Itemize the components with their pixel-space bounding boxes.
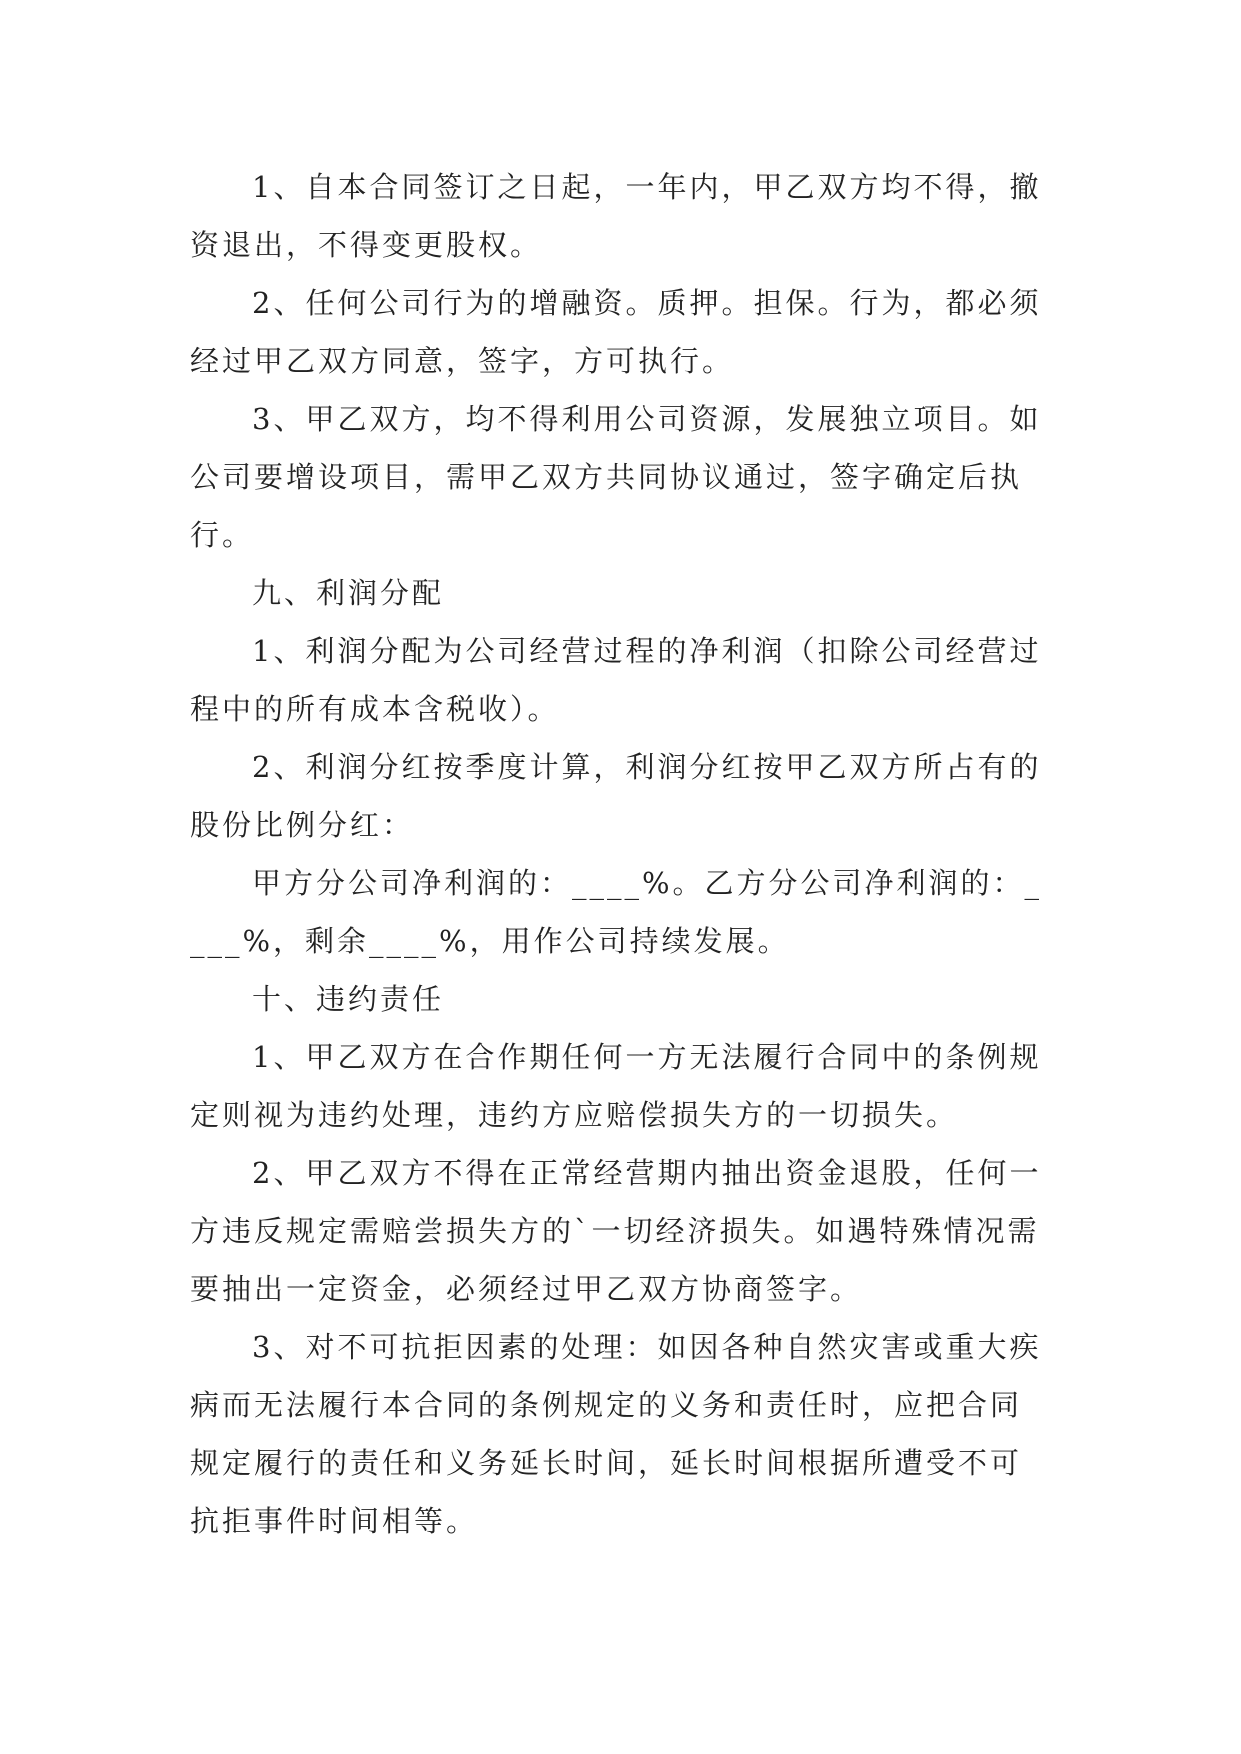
clause-paragraph: 1、自本合同签订之日起，一年内，甲乙双方均不得，撤资退出，不得变更股权。 <box>190 170 1042 262</box>
clause-paragraph: 1、利润分配为公司经营过程的净利润（扣除公司经营过程中的所有成本含税收）。 <box>190 634 1042 726</box>
clause-paragraph: 2、任何公司行为的增融资。质押。担保。行为，都必须经过甲乙双方同意，签字，方可执行。 <box>190 286 1042 378</box>
clause-paragraph: 1、甲乙双方在合作期任何一方无法履行合同中的条例规定则视为违约处理，违约方应赔偿损失方的一切损失。 <box>190 1040 1042 1132</box>
clause-paragraph: 2、甲乙双方不得在正常经营期内抽出资金退股，任何一方违反规定需赔尝损失方的`一切经济损失。如遇特殊情况需要抽出一定资金，必须经过甲乙双方协商签字。 <box>190 1156 1042 1306</box>
clause-paragraph: 2、利润分红按季度计算，利润分红按甲乙双方所占有的股份比例分红： <box>190 750 1042 842</box>
section-heading: 九、利润分配 <box>252 576 445 610</box>
section-heading: 十、违约责任 <box>252 982 445 1016</box>
document-body <box>190 158 1050 1550</box>
clause-paragraph: 3、甲乙双方，均不得利用公司资源，发展独立项目。如公司要增设项目，需甲乙双方共同协议通过，签字确定后执行。 <box>190 402 1042 552</box>
clause-paragraph: 3、对不可抗拒因素的处理：如因各种自然灾害或重大疾病而无法履行本合同的条例规定的义务和责任时，应把合同规定履行的责任和义务延长时间，延长时间根据所遭受不可抗拒事件时间相等。 <box>190 1330 1042 1538</box>
profit-share-paragraph: 甲方分公司净利润的：____%。乙方分公司净利润的：____%，剩余____%，用作公司持续发展。 <box>190 866 1043 958</box>
